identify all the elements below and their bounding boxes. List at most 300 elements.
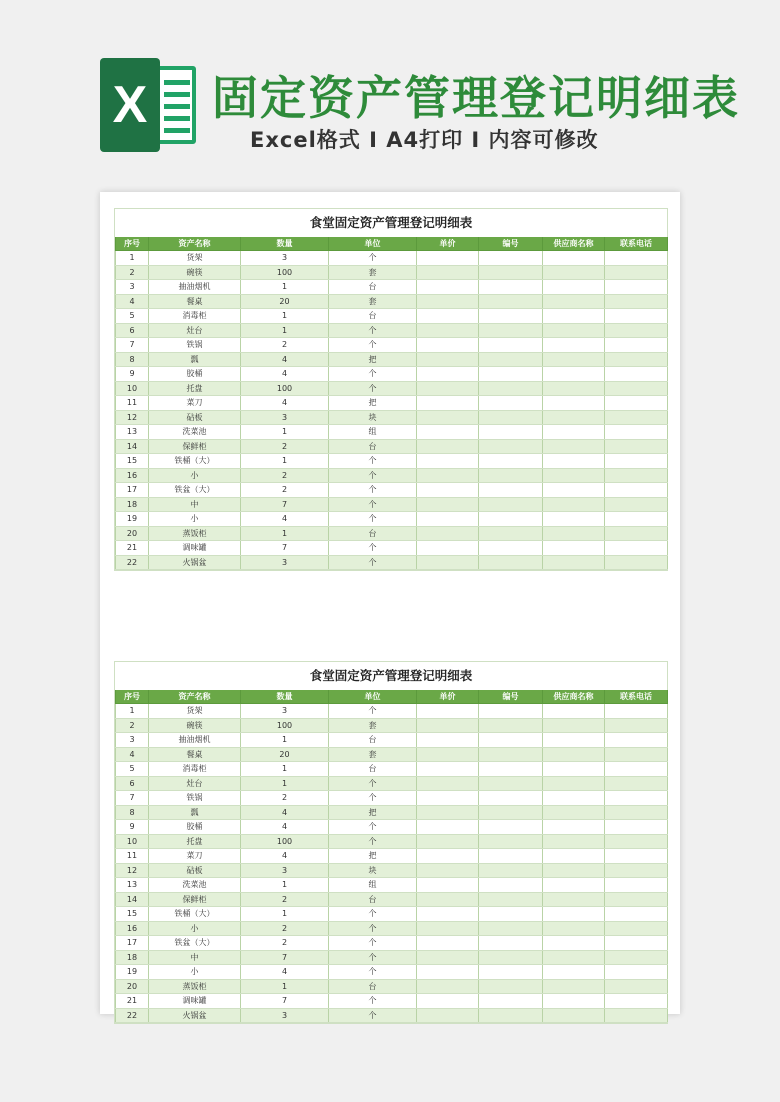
excel-logo-icon [100,58,198,152]
cell-unit-price [417,834,479,849]
column-header-asset-code: 编号 [479,690,543,704]
cell-quantity: 7 [241,994,329,1009]
cell-asset-code [479,892,543,907]
cell-quantity: 3 [241,863,329,878]
cell-unit: 个 [329,965,417,980]
cell-asset-name: 灶台 [149,776,241,791]
cell-quantity: 4 [241,805,329,820]
cell-quantity: 1 [241,776,329,791]
cell-asset-name: 洗菜池 [149,425,241,440]
cell-serial: 10 [116,834,149,849]
cell-serial: 16 [116,921,149,936]
cell-unit: 个 [329,381,417,396]
cell-asset-name: 菜刀 [149,849,241,864]
cell-serial: 15 [116,907,149,922]
cell-quantity: 3 [241,555,329,570]
cell-asset-code [479,425,543,440]
cell-quantity: 2 [241,338,329,353]
cell-phone [605,863,668,878]
cell-supplier [543,309,605,324]
cell-unit-price [417,863,479,878]
cell-unit-price [417,994,479,1009]
cell-asset-name: 菜刀 [149,396,241,411]
cell-unit-price [417,907,479,922]
cell-unit: 个 [329,323,417,338]
column-header-quantity: 数量 [241,237,329,251]
cell-phone [605,878,668,893]
cell-unit: 台 [329,733,417,748]
cell-asset-code [479,791,543,806]
table-row [116,497,668,512]
cell-unit: 台 [329,439,417,454]
asset-table [115,237,668,570]
table-row [116,704,668,719]
cell-supplier [543,323,605,338]
cell-supplier [543,1008,605,1023]
cell-asset-code [479,251,543,266]
cell-unit-price [417,762,479,777]
cell-quantity: 1 [241,878,329,893]
table-row [116,791,668,806]
cell-supplier [543,555,605,570]
cell-serial: 21 [116,541,149,556]
cell-asset-code [479,309,543,324]
cell-supplier [543,468,605,483]
cell-unit: 台 [329,526,417,541]
column-header-supplier: 供应商名称 [543,690,605,704]
cell-unit-price [417,425,479,440]
cell-supplier [543,396,605,411]
cell-asset-name: 洗菜池 [149,878,241,893]
cell-quantity: 4 [241,849,329,864]
cell-phone [605,805,668,820]
cell-asset-code [479,265,543,280]
cell-serial: 20 [116,979,149,994]
cell-phone [605,541,668,556]
table-row [116,439,668,454]
cell-unit: 个 [329,834,417,849]
cell-unit-price [417,950,479,965]
cell-asset-name: 蒸饭柜 [149,526,241,541]
cell-phone [605,410,668,425]
cell-serial: 14 [116,892,149,907]
table-row [116,965,668,980]
cell-phone [605,323,668,338]
cell-unit-price [417,352,479,367]
cell-serial: 4 [116,747,149,762]
cell-unit: 套 [329,718,417,733]
cell-unit: 个 [329,541,417,556]
cell-serial: 8 [116,805,149,820]
table-row [116,251,668,266]
cell-asset-name: 保鲜柜 [149,439,241,454]
cell-supplier [543,892,605,907]
cell-unit-price [417,526,479,541]
cell-asset-name: 铁锅 [149,338,241,353]
cell-unit: 把 [329,352,417,367]
cell-asset-name: 餐桌 [149,294,241,309]
cell-supplier [543,834,605,849]
cell-asset-name: 货架 [149,704,241,719]
cell-supplier [543,497,605,512]
cell-serial: 22 [116,555,149,570]
cell-quantity: 7 [241,541,329,556]
cell-asset-name: 调味罐 [149,994,241,1009]
cell-asset-code [479,965,543,980]
table-row [116,776,668,791]
cell-asset-name: 铁盆（大） [149,483,241,498]
cell-asset-name: 碗筷 [149,265,241,280]
cell-unit: 个 [329,367,417,382]
cell-quantity: 3 [241,704,329,719]
cell-unit-price [417,820,479,835]
table-row [116,921,668,936]
cell-phone [605,381,668,396]
column-header-asset-code: 编号 [479,237,543,251]
cell-supplier [543,704,605,719]
cell-asset-name: 小 [149,921,241,936]
cell-unit: 个 [329,468,417,483]
cell-serial: 5 [116,762,149,777]
cell-unit: 台 [329,309,417,324]
cell-asset-code [479,396,543,411]
cell-serial: 18 [116,950,149,965]
cell-unit: 台 [329,892,417,907]
table-row [116,352,668,367]
cell-serial: 16 [116,468,149,483]
cell-supplier [543,950,605,965]
cell-quantity: 2 [241,483,329,498]
table-row [116,425,668,440]
cell-asset-code [479,747,543,762]
column-header-unit-price: 单价 [417,690,479,704]
cell-quantity: 3 [241,1008,329,1023]
cell-serial: 11 [116,396,149,411]
cell-quantity: 2 [241,791,329,806]
cell-serial: 21 [116,994,149,1009]
cell-supplier [543,718,605,733]
cell-serial: 20 [116,526,149,541]
cell-phone [605,396,668,411]
cell-serial: 5 [116,309,149,324]
cell-asset-code [479,849,543,864]
cell-asset-name: 小 [149,468,241,483]
cell-asset-code [479,526,543,541]
cell-asset-name: 火锅盆 [149,1008,241,1023]
cell-asset-name: 消毒柜 [149,762,241,777]
cell-asset-name: 消毒柜 [149,309,241,324]
cell-serial: 19 [116,512,149,527]
cell-serial: 14 [116,439,149,454]
cell-phone [605,776,668,791]
cell-quantity: 100 [241,834,329,849]
cell-supplier [543,878,605,893]
table-row [116,936,668,951]
cell-unit-price [417,718,479,733]
cell-supplier [543,965,605,980]
cell-unit: 个 [329,704,417,719]
cell-unit: 个 [329,950,417,965]
cell-asset-name: 餐桌 [149,747,241,762]
cell-asset-name: 铁盆（大） [149,936,241,951]
cell-unit-price [417,747,479,762]
table-row [116,863,668,878]
cell-serial: 10 [116,381,149,396]
cell-supplier [543,367,605,382]
cell-asset-name: 货架 [149,251,241,266]
cell-asset-code [479,512,543,527]
cell-unit: 个 [329,921,417,936]
cell-serial: 11 [116,849,149,864]
cell-unit-price [417,921,479,936]
cell-phone [605,526,668,541]
cell-asset-code [479,381,543,396]
cell-phone [605,367,668,382]
cell-unit-price [417,396,479,411]
cell-supplier [543,425,605,440]
cell-unit-price [417,439,479,454]
table-row [116,555,668,570]
column-header-serial: 序号 [116,237,149,251]
cell-unit-price [417,878,479,893]
cell-phone [605,338,668,353]
cell-asset-name: 调味罐 [149,541,241,556]
cell-serial: 9 [116,367,149,382]
cell-quantity: 1 [241,280,329,295]
column-header-phone: 联系电话 [605,690,668,704]
cell-quantity: 20 [241,294,329,309]
cell-phone [605,849,668,864]
column-header-unit: 单位 [329,237,417,251]
cell-unit-price [417,280,479,295]
table-row [116,410,668,425]
cell-asset-name: 保鲜柜 [149,892,241,907]
cell-asset-name: 胶桶 [149,367,241,382]
cell-phone [605,280,668,295]
cell-quantity: 4 [241,512,329,527]
cell-asset-name: 瓢 [149,805,241,820]
cell-asset-code [479,280,543,295]
cell-quantity: 1 [241,762,329,777]
cell-unit-price [417,454,479,469]
table-row [116,718,668,733]
cell-supplier [543,338,605,353]
cell-asset-code [479,468,543,483]
cell-asset-code [479,352,543,367]
cell-unit-price [417,265,479,280]
cell-asset-code [479,762,543,777]
table-row [116,733,668,748]
cell-quantity: 2 [241,921,329,936]
cell-asset-name: 瓢 [149,352,241,367]
column-header-unit-price: 单价 [417,237,479,251]
cell-supplier [543,994,605,1009]
table-row [116,747,668,762]
cell-unit: 套 [329,294,417,309]
cell-asset-code [479,805,543,820]
cell-unit-price [417,1008,479,1023]
cell-quantity: 1 [241,323,329,338]
table-title: 食堂固定资产管理登记明细表 [309,668,473,683]
table-row [116,483,668,498]
column-header-asset-name: 资产名称 [149,690,241,704]
cell-quantity: 100 [241,381,329,396]
cell-unit: 个 [329,994,417,1009]
cell-unit: 把 [329,849,417,864]
cell-asset-name: 抽油烟机 [149,733,241,748]
cell-asset-code [479,367,543,382]
column-header-unit: 单位 [329,690,417,704]
table-row [116,950,668,965]
table-row [116,454,668,469]
cell-phone [605,892,668,907]
cell-unit: 个 [329,776,417,791]
cell-unit-price [417,251,479,266]
cell-supplier [543,849,605,864]
table-row [116,294,668,309]
cell-unit-price [417,805,479,820]
table-row [116,762,668,777]
cell-phone [605,468,668,483]
cell-quantity: 100 [241,265,329,280]
cell-unit: 个 [329,555,417,570]
cell-unit: 台 [329,762,417,777]
table-row [116,820,668,835]
excel-x-badge: X [100,58,160,152]
cell-unit-price [417,936,479,951]
table-row [116,878,668,893]
cell-phone [605,265,668,280]
cell-phone [605,950,668,965]
cell-unit-price [417,483,479,498]
asset-table [115,690,668,1023]
cell-phone [605,820,668,835]
cell-unit-price [417,555,479,570]
cell-supplier [543,526,605,541]
cell-supplier [543,265,605,280]
cell-asset-name: 铁桶（大） [149,907,241,922]
cell-asset-name: 碗筷 [149,718,241,733]
cell-unit: 台 [329,979,417,994]
cell-phone [605,704,668,719]
cell-phone [605,439,668,454]
cell-unit: 台 [329,280,417,295]
cell-phone [605,425,668,440]
cell-phone [605,454,668,469]
cell-phone [605,309,668,324]
cell-phone [605,512,668,527]
cell-unit-price [417,323,479,338]
cell-phone [605,352,668,367]
cell-unit-price [417,704,479,719]
cell-phone [605,483,668,498]
table-row [116,323,668,338]
header-banner [0,0,780,190]
cell-phone [605,907,668,922]
cell-serial: 19 [116,965,149,980]
cell-serial: 7 [116,791,149,806]
cell-unit: 个 [329,454,417,469]
cell-unit: 把 [329,396,417,411]
cell-asset-name: 砧板 [149,863,241,878]
cell-asset-name: 铁桶（大） [149,454,241,469]
table-row [116,541,668,556]
column-header-serial: 序号 [116,690,149,704]
cell-quantity: 3 [241,410,329,425]
table-row [116,849,668,864]
cell-supplier [543,762,605,777]
cell-unit: 个 [329,907,417,922]
cell-serial: 13 [116,425,149,440]
cell-unit-price [417,309,479,324]
cell-quantity: 4 [241,965,329,980]
cell-asset-code [479,834,543,849]
cell-asset-code [479,863,543,878]
cell-unit-price [417,367,479,382]
table-row [116,892,668,907]
cell-phone [605,994,668,1009]
cell-quantity: 1 [241,309,329,324]
asset-table-2 [114,661,668,1024]
cell-asset-code [479,820,543,835]
cell-supplier [543,512,605,527]
cell-asset-code [479,907,543,922]
cell-supplier [543,541,605,556]
cell-asset-code [479,733,543,748]
cell-unit: 个 [329,820,417,835]
cell-serial: 12 [116,863,149,878]
cell-unit: 个 [329,497,417,512]
cell-serial: 1 [116,251,149,266]
cell-quantity: 4 [241,396,329,411]
cell-quantity: 1 [241,526,329,541]
column-header-supplier: 供应商名称 [543,237,605,251]
cell-phone [605,979,668,994]
cell-supplier [543,410,605,425]
cell-serial: 2 [116,718,149,733]
cell-unit: 个 [329,1008,417,1023]
cell-quantity: 1 [241,454,329,469]
cell-supplier [543,936,605,951]
cell-asset-code [479,323,543,338]
cell-supplier [543,251,605,266]
cell-quantity: 7 [241,497,329,512]
table-header-row [116,690,668,704]
cell-unit: 个 [329,512,417,527]
cell-unit: 块 [329,863,417,878]
cell-unit: 个 [329,483,417,498]
table-row [116,994,668,1009]
cell-asset-name: 抽油烟机 [149,280,241,295]
column-header-phone: 联系电话 [605,237,668,251]
cell-asset-code [479,704,543,719]
cell-quantity: 7 [241,950,329,965]
cell-supplier [543,907,605,922]
cell-quantity: 1 [241,733,329,748]
cell-quantity: 2 [241,936,329,951]
cell-unit-price [417,733,479,748]
table-title: 食堂固定资产管理登记明细表 [309,215,473,230]
cell-phone [605,294,668,309]
cell-serial: 13 [116,878,149,893]
table-row [116,468,668,483]
table-header-row [116,237,668,251]
cell-unit-price [417,791,479,806]
cell-supplier [543,791,605,806]
cell-asset-name: 中 [149,950,241,965]
cell-serial: 7 [116,338,149,353]
table-row [116,834,668,849]
